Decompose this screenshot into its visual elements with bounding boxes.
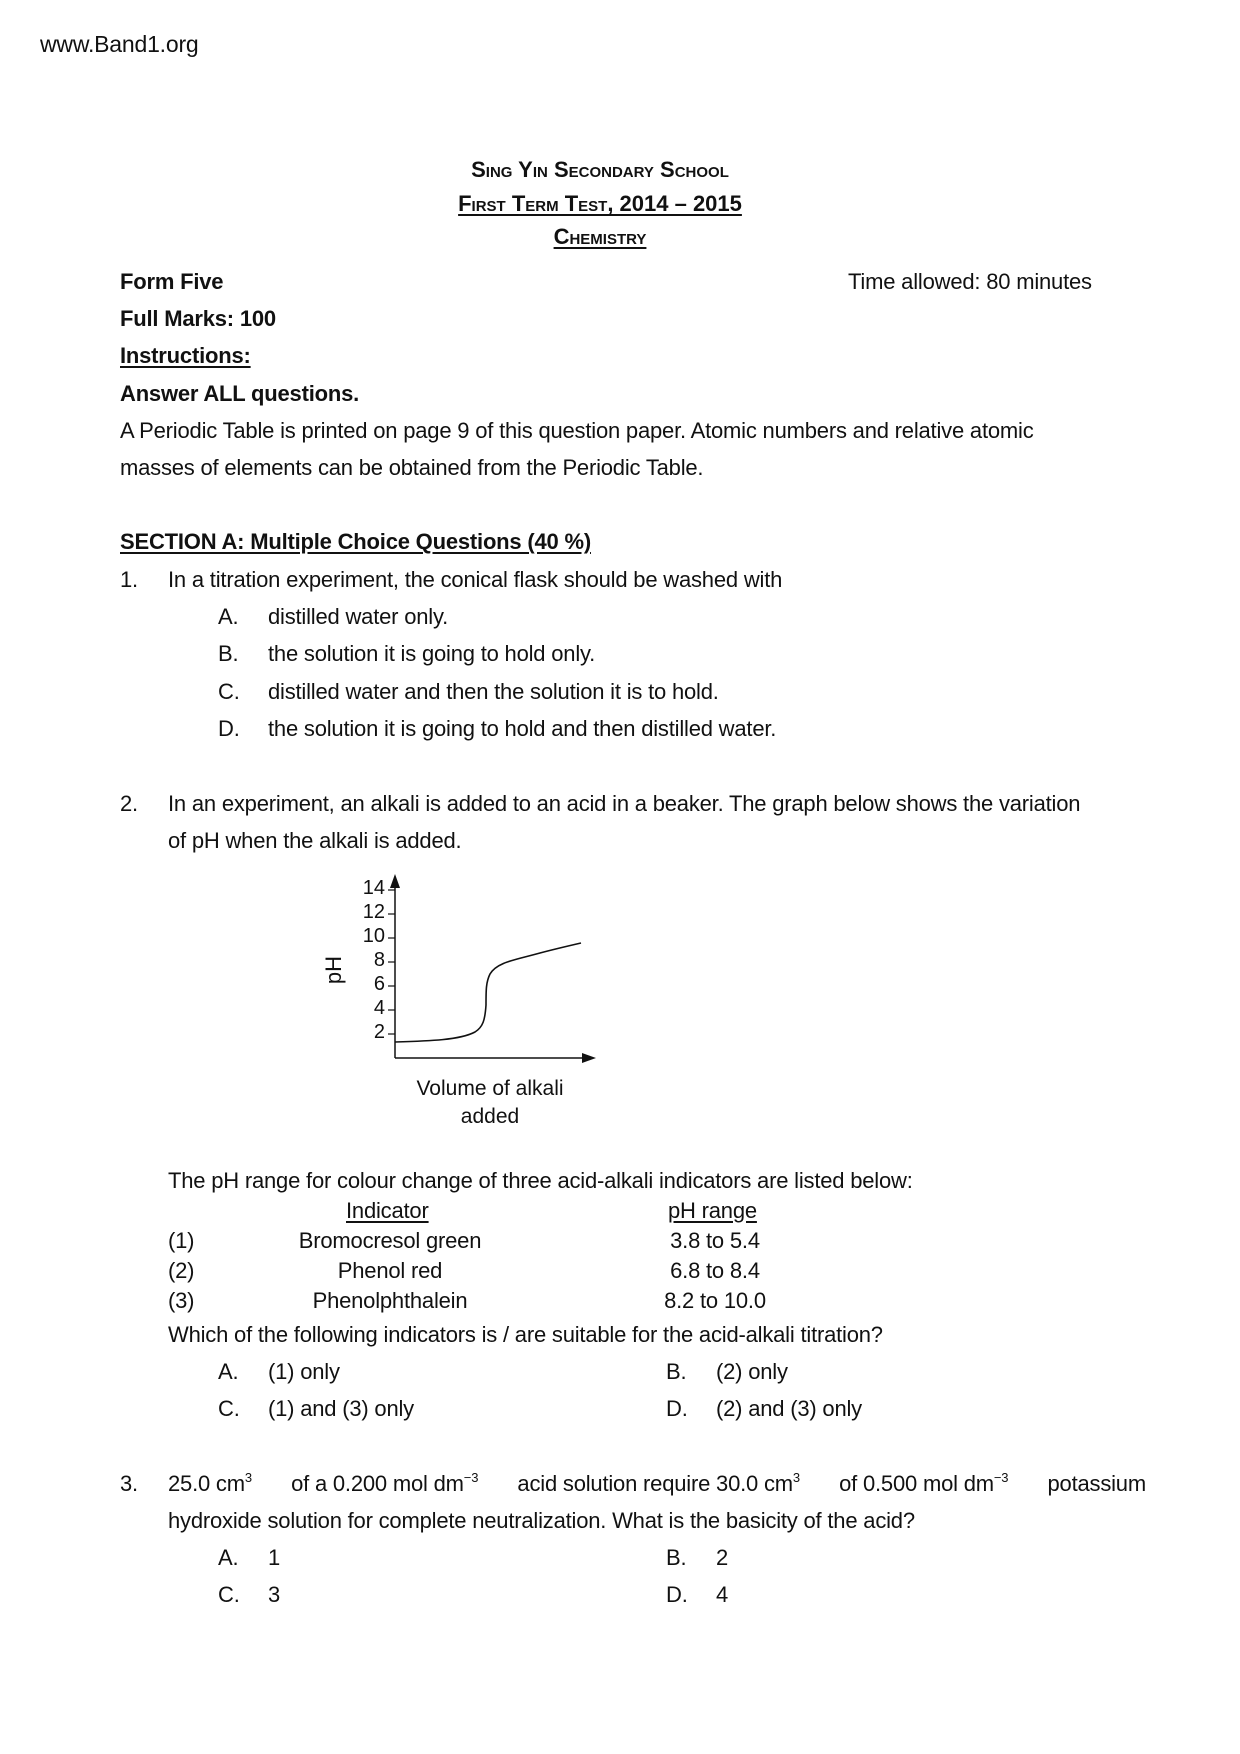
instructions-label: Instructions:	[120, 343, 251, 368]
option-letter: A.	[218, 604, 239, 629]
y-tick-4: 4	[373, 997, 385, 1019]
y-axis-label: pH	[321, 955, 347, 985]
option-letter: B.	[666, 1359, 687, 1384]
option-letter: A.	[218, 1545, 239, 1570]
option-text: 3	[268, 1582, 281, 1607]
option-text: (2) and (3) only	[716, 1396, 862, 1421]
y-tick-6: 6	[373, 973, 385, 995]
option-text: 1	[268, 1545, 281, 1570]
row-number: (1)	[168, 1228, 195, 1253]
y-tick-2: 2	[373, 1021, 385, 1043]
option-text: the solution it is going to hold only.	[268, 641, 596, 666]
option-letter: D.	[218, 716, 240, 741]
test-title-text: First Term Test, 2014 – 2015	[458, 191, 742, 216]
row-number: (3)	[168, 1288, 195, 1313]
stem-part: acid solution require 30.0 $cm^3$	[517, 1470, 800, 1496]
option-letter: C.	[218, 679, 240, 704]
table-header-indicator: Indicator	[346, 1198, 429, 1223]
option-text: distilled water and then the solution it is to hold.	[268, 679, 719, 704]
option-letter: C.	[218, 1396, 240, 1421]
table-header-ph-range: pH range	[668, 1198, 757, 1223]
option-text: distilled water only.	[268, 604, 449, 629]
option-text: (2) only	[716, 1359, 788, 1384]
y-tick-12: 12	[362, 901, 385, 923]
question-stem-line1	[168, 1470, 1146, 1498]
option-letter: C.	[218, 1582, 240, 1607]
subject-title-text: Chemistry	[553, 224, 647, 249]
answer-all: Answer ALL questions.	[120, 381, 360, 406]
option-letter: B.	[218, 641, 239, 666]
question-number: 2.	[120, 791, 138, 816]
option-letter: D.	[666, 1582, 688, 1607]
question-number: 1.	[120, 567, 138, 592]
row-range: 8.2 to 10.0	[664, 1288, 766, 1313]
option-text: 2	[716, 1545, 729, 1570]
row-indicator: Phenolphthalein	[312, 1288, 468, 1313]
question-stem-line2: hydroxide solution for complete neutralization. What is the basicity of the acid?	[168, 1508, 915, 1533]
option-text: 4	[716, 1582, 729, 1607]
time-allowed: Time allowed: 80 minutes	[848, 269, 1092, 294]
row-indicator: Phenol red	[337, 1258, 443, 1283]
option-text: (1) only	[268, 1359, 340, 1384]
row-indicator: Bromocresol green	[298, 1228, 482, 1253]
question-stem-line1: In an experiment, an alkali is added to an acid in a beaker. The graph below shows the variation	[168, 791, 1081, 816]
form-label: Form Five	[120, 269, 224, 294]
row-range: 3.8 to 5.4	[670, 1228, 760, 1253]
periodic-note-line1: A Periodic Table is printed on page 9 of this question paper. Atomic numbers and relative atomic	[120, 418, 1034, 443]
ph-titration-chart	[300, 870, 600, 1160]
option-letter: D.	[666, 1396, 688, 1421]
school-name: Sing Yin Secondary School	[471, 157, 729, 182]
full-marks: Full Marks: 100	[120, 306, 276, 331]
section-a-title: SECTION A: Multiple Choice Questions (40 %)	[120, 529, 591, 554]
option-letter: B.	[666, 1545, 687, 1570]
subject-title	[0, 224, 1220, 250]
indicator-table-intro: The pH range for colour change of three acid-alkali indicators are listed below:	[168, 1168, 913, 1193]
y-tick-10: 10	[362, 925, 385, 947]
question-number: 3.	[120, 1471, 138, 1496]
y-tick-8: 8	[373, 949, 385, 971]
test-title	[0, 191, 1220, 217]
watermark: www.Band1.org	[40, 31, 199, 57]
stem-part: potassium	[1047, 1471, 1146, 1496]
stem-part: of a 0.200 mol $dm^{-3}$	[291, 1470, 479, 1496]
x-axis-label: Volume of alkali added	[416, 1077, 564, 1128]
option-text: (1) and (3) only	[268, 1396, 414, 1421]
option-text: the solution it is going to hold and then distilled water.	[268, 716, 777, 741]
y-tick-14: 14	[362, 877, 385, 899]
stem-part: 25.0 $cm^3$	[168, 1470, 252, 1496]
stem-part: of 0.500 mol $dm^{-3}$	[839, 1470, 1009, 1496]
row-range: 6.8 to 8.4	[670, 1258, 760, 1283]
question-prompt: Which of the following indicators is / are suitable for the acid-alkali titration?	[168, 1322, 883, 1347]
row-number: (2)	[168, 1258, 195, 1283]
question-stem: In a titration experiment, the conical flask should be washed with	[168, 567, 783, 592]
question-stem-line2: of pH when the alkali is added.	[168, 828, 462, 853]
periodic-note-line2: masses of elements can be obtained from the Periodic Table.	[120, 455, 704, 480]
option-letter: A.	[218, 1359, 239, 1384]
